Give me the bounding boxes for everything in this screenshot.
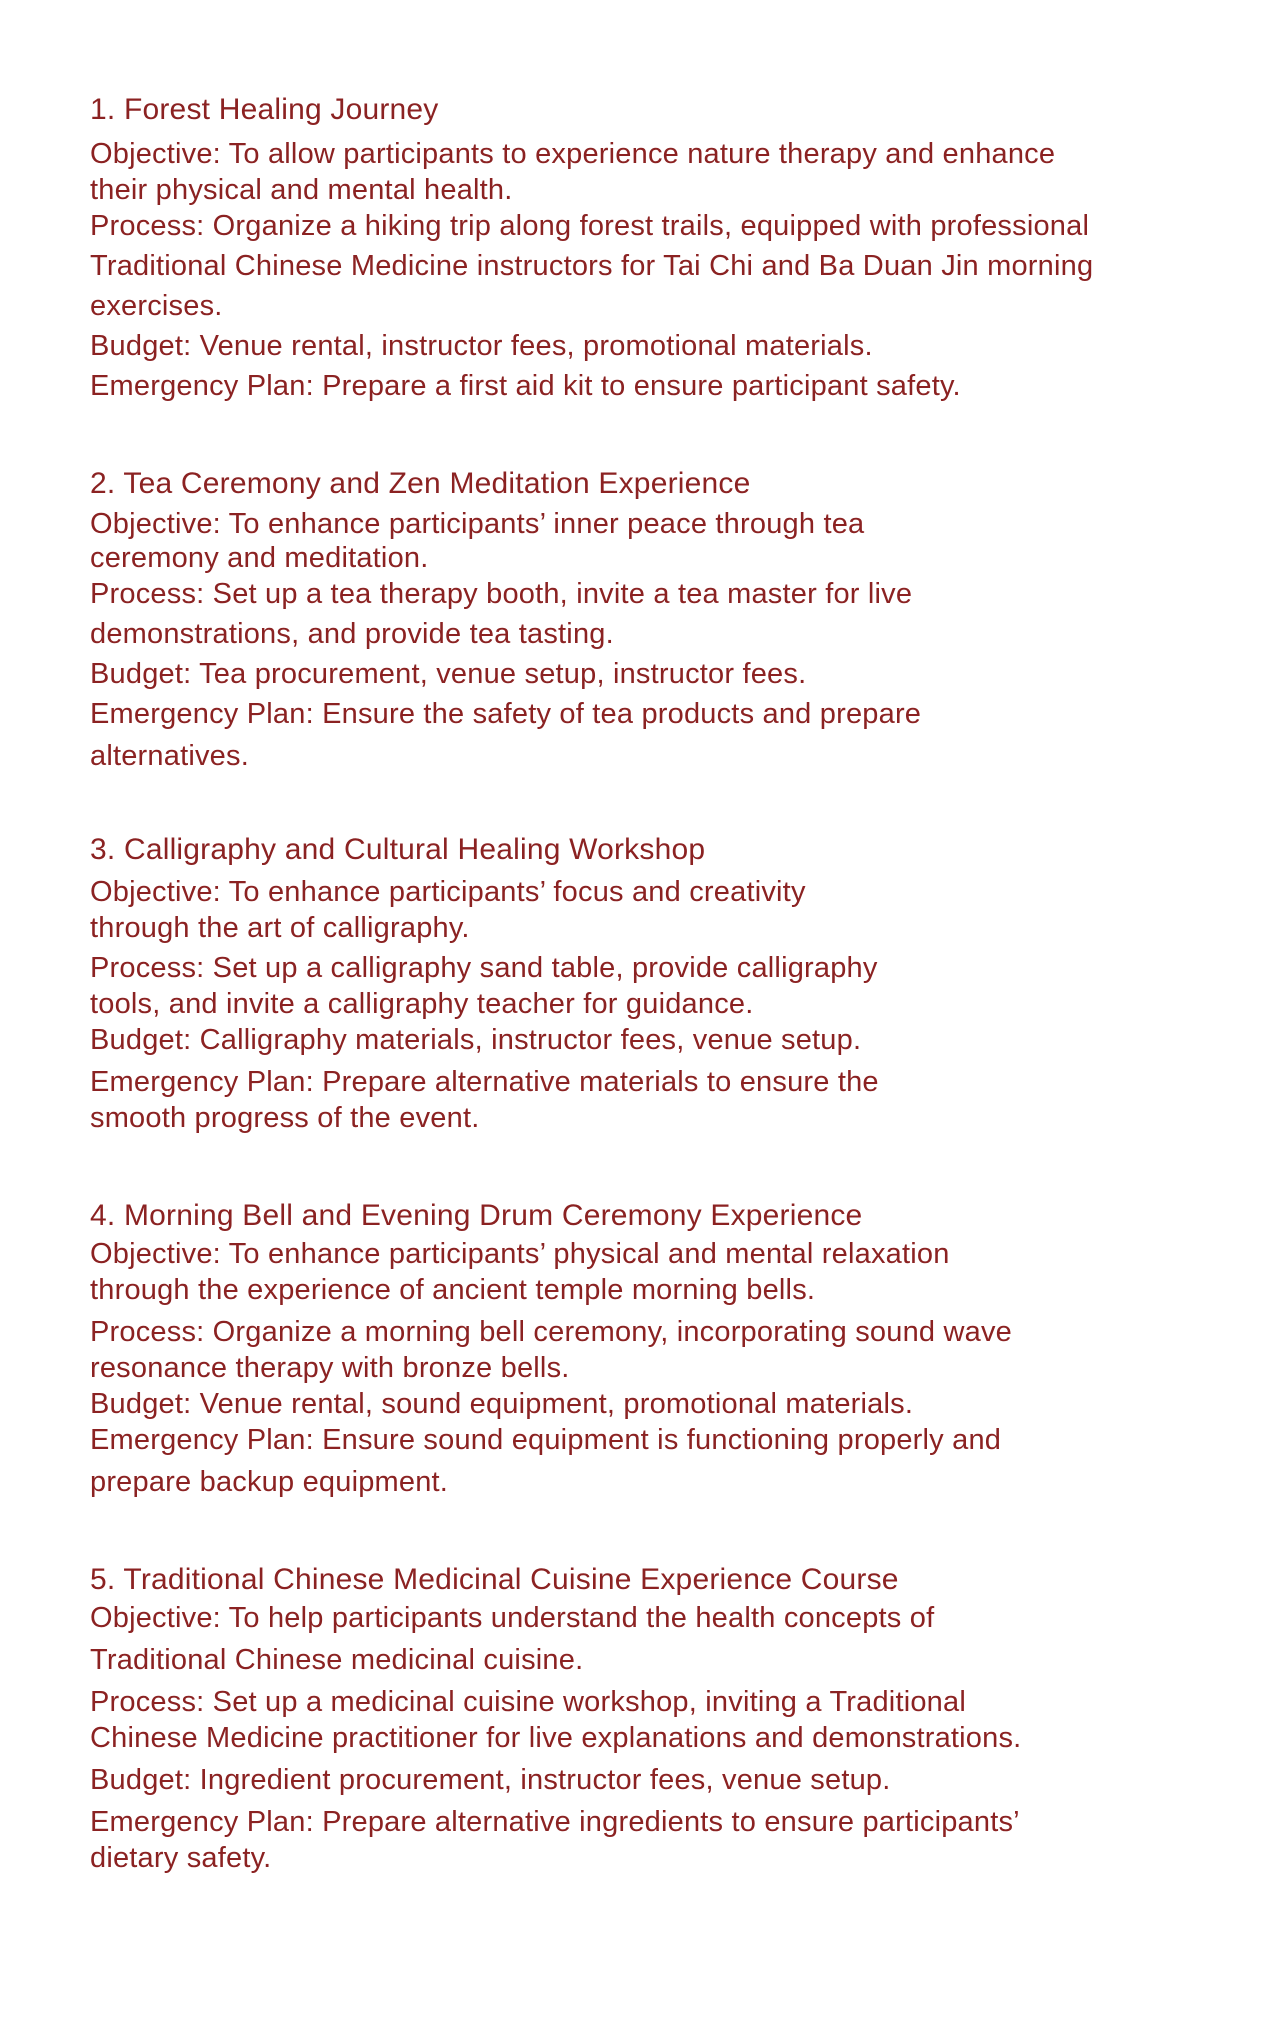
section-1-budget: Budget: Venue rental, instructor fees, promotional materials. <box>90 330 873 362</box>
section-1-process-cont-2: exercises. <box>90 290 223 322</box>
section-4-emergency-plan: Emergency Plan: Ensure sound equipment is functioning properly and <box>90 1424 1002 1456</box>
section-2-objective-cont: ceremony and meditation. <box>90 542 429 574</box>
section-5-emergency-plan: Emergency Plan: Prepare alternative ingredients to ensure participants’ <box>90 1806 1020 1838</box>
section-5-emergency-plan-cont: dietary safety. <box>90 1842 272 1874</box>
section-2-objective: Objective: To enhance participants’ inner peace through tea <box>90 508 865 540</box>
section-5-budget: Budget: Ingredient procurement, instructor fees, venue setup. <box>90 1764 891 1796</box>
section-3-process-cont: tools, and invite a calligraphy teacher for guidance. <box>90 988 754 1020</box>
section-5-process: Process: Set up a medicinal cuisine workshop, inviting a Traditional <box>90 1686 966 1718</box>
section-1-objective-cont: their physical and mental health. <box>90 174 513 206</box>
section-5-title: 5. Traditional Chinese Medicinal Cuisine Experience Course <box>90 1563 899 1596</box>
section-5-process-cont: Chinese Medicine practitioner for live explanations and demonstrations. <box>90 1722 1022 1754</box>
section-1-objective: Objective: To allow participants to experience nature therapy and enhance <box>90 138 1056 170</box>
section-3-process: Process: Set up a calligraphy sand table, provide calligraphy <box>90 952 878 984</box>
section-3-title: 3. Calligraphy and Cultural Healing Workshop <box>90 833 706 866</box>
section-3-emergency-plan-cont: smooth progress of the event. <box>90 1102 480 1134</box>
section-4-process: Process: Organize a morning bell ceremony, incorporating sound wave <box>90 1316 1012 1348</box>
section-5-objective: Objective: To help participants understand the health concepts of <box>90 1602 935 1634</box>
section-3-budget: Budget: Calligraphy materials, instructor fees, venue setup. <box>90 1024 862 1056</box>
section-4-objective: Objective: To enhance participants’ physical and mental relaxation <box>90 1238 950 1270</box>
section-2-title: 2. Tea Ceremony and Zen Meditation Experience <box>90 467 751 500</box>
section-2-process-cont: demonstrations, and provide tea tasting. <box>90 618 614 650</box>
section-1-process-cont: Traditional Chinese Medicine instructors for Tai Chi and Ba Duan Jin morning <box>90 250 1094 282</box>
section-2-emergency-plan-cont: alternatives. <box>90 740 249 772</box>
section-4-title: 4. Morning Bell and Evening Drum Ceremony Experience <box>90 1199 863 1232</box>
section-2-budget: Budget: Tea procurement, venue setup, instructor fees. <box>90 658 807 690</box>
section-4-emergency-plan-cont: prepare backup equipment. <box>90 1466 449 1498</box>
section-4-process-cont: resonance therapy with bronze bells. <box>90 1352 570 1384</box>
section-3-objective: Objective: To enhance participants’ focus and creativity <box>90 876 806 908</box>
section-4-objective-cont: through the experience of ancient temple morning bells. <box>90 1274 816 1306</box>
section-3-emergency-plan: Emergency Plan: Prepare alternative materials to ensure the <box>90 1066 879 1098</box>
section-5-objective-cont: Traditional Chinese medicinal cuisine. <box>90 1644 584 1676</box>
section-4-budget: Budget: Venue rental, sound equipment, promotional materials. <box>90 1388 914 1420</box>
section-2-emergency-plan: Emergency Plan: Ensure the safety of tea products and prepare <box>90 698 922 730</box>
section-1-title: 1. Forest Healing Journey <box>90 93 439 126</box>
section-1-emergency-plan: Emergency Plan: Prepare a first aid kit to ensure participant safety. <box>90 370 961 402</box>
section-1-process: Process: Organize a hiking trip along forest trails, equipped with professional <box>90 210 1090 242</box>
section-2-process: Process: Set up a tea therapy booth, invite a tea master for live <box>90 578 913 610</box>
section-3-objective-cont: through the art of calligraphy. <box>90 912 470 944</box>
